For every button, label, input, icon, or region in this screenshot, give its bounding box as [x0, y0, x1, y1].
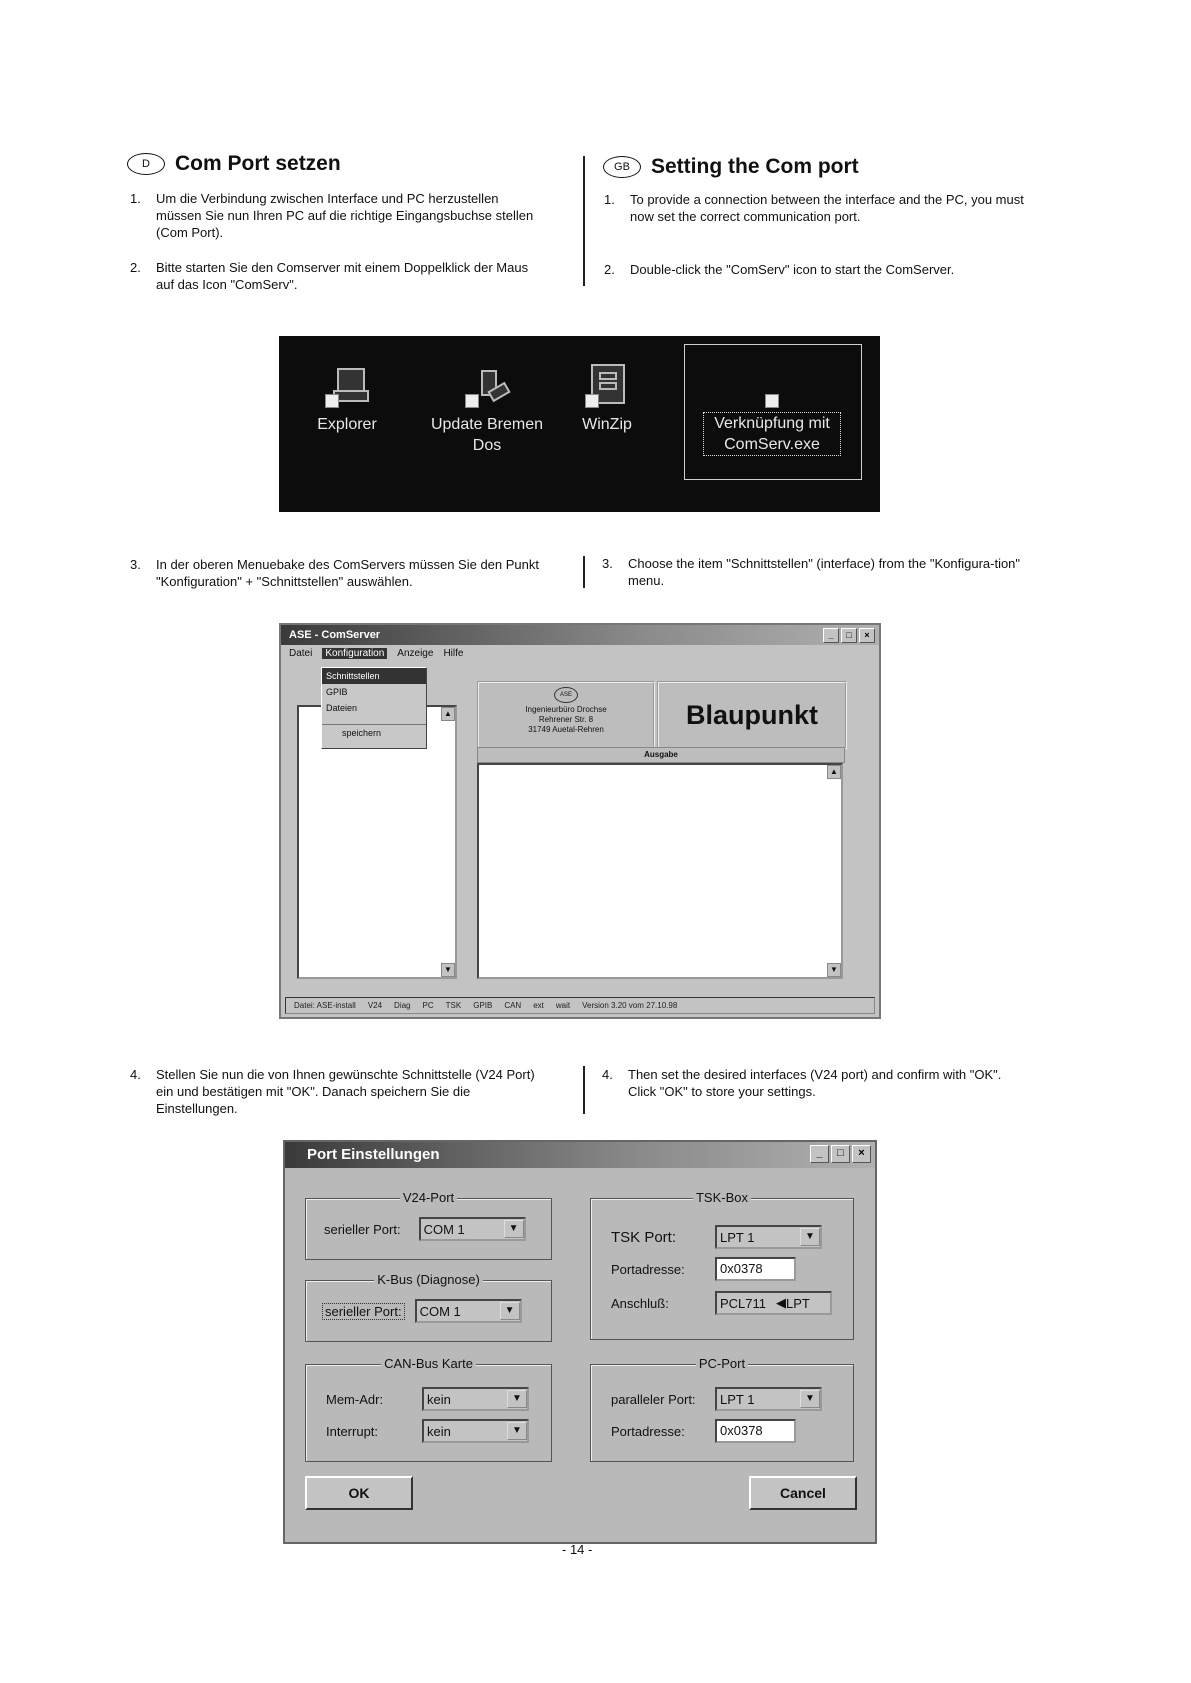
dialog-title: Port Einstellungen: [307, 1146, 440, 1163]
output-header: Ausgabe: [477, 747, 845, 763]
gb-step-3: [602, 555, 1022, 589]
connection-label: Anschluß:: [611, 1295, 669, 1311]
scroll-down-button[interactable]: ▼: [441, 963, 455, 977]
menu-item-schnittstellen[interactable]: Schnittstellen: [322, 668, 426, 684]
explorer-icon: [325, 364, 369, 408]
step-number: 2.: [130, 260, 141, 275]
window-title: ASE - ComServer: [289, 629, 381, 641]
tsk-box-group: [590, 1190, 854, 1340]
de-step-4: [130, 1066, 550, 1117]
desktop-icon-update[interactable]: [417, 364, 557, 456]
gb-step-1: [604, 191, 1024, 225]
winzip-icon: [585, 364, 629, 408]
chevron-down-icon[interactable]: ▼: [500, 1302, 520, 1320]
cancel-button[interactable]: Cancel: [749, 1476, 857, 1510]
company-info-box: [477, 681, 655, 749]
column-divider: [583, 156, 585, 286]
chevron-down-icon[interactable]: ▼: [507, 1422, 527, 1440]
scroll-down-button[interactable]: ▼: [827, 963, 841, 977]
dialog-titlebar: [285, 1142, 875, 1168]
tsk-address-label: Portadresse:: [611, 1261, 685, 1277]
step-text: Then set the desired interfaces (V24 port) and confirm with "OK". Click "OK" to store your settings.: [628, 1067, 1002, 1099]
de-step-2: [130, 259, 540, 293]
status-file: Datei: ASE-install: [294, 1001, 356, 1010]
chevron-down-icon[interactable]: ▼: [507, 1390, 527, 1408]
step-number: 4.: [602, 1067, 613, 1082]
pc-address-label: Portadresse:: [611, 1423, 685, 1439]
icon-label: Explorer: [317, 416, 377, 433]
tsk-port-label: TSK Port:: [611, 1228, 677, 1246]
mem-adr-label: Mem-Adr:: [326, 1391, 384, 1407]
kbus-group: [305, 1272, 552, 1342]
v24-port-label: serieller Port:: [324, 1221, 401, 1237]
language-badge-gb: GB: [603, 156, 641, 178]
connection-alt: LPT: [786, 1295, 810, 1311]
scroll-up-button[interactable]: ▲: [441, 707, 455, 721]
output-pane[interactable]: [477, 763, 843, 979]
pc-address-input[interactable]: 0x0378: [715, 1419, 796, 1443]
select-value: COM 1: [423, 1221, 465, 1237]
menubar: [281, 645, 879, 661]
step-text: Stellen Sie nun die von Ihnen gewünschte Schnittstelle (V24 Port) ein und bestätigen mit "OK". Danach speichern Sie die Einstellungen.: [156, 1067, 535, 1116]
select-value: LPT 1: [720, 1391, 755, 1407]
pc-port-select[interactable]: [715, 1387, 822, 1411]
desktop-screenshot: [279, 336, 880, 512]
v24-port-select[interactable]: [419, 1217, 526, 1241]
connection-value: PCL711: [720, 1295, 767, 1311]
language-badge-de: D: [127, 153, 165, 175]
comserv-shortcut-icon: [765, 394, 779, 408]
status-tsk: TSK: [445, 1001, 462, 1010]
chevron-down-icon[interactable]: ▼: [800, 1228, 820, 1246]
connection-toggle[interactable]: [715, 1291, 832, 1315]
ase-logo-icon: ASE: [554, 687, 578, 703]
chevron-down-icon[interactable]: ▼: [800, 1390, 820, 1408]
status-diag: Diag: [394, 1001, 411, 1010]
company-line: Rehrener Str. 8: [538, 715, 594, 724]
step-text: To provide a connection between the interface and the PC, you must now set the correct communication port.: [630, 192, 1024, 224]
maximize-button[interactable]: □: [831, 1145, 850, 1163]
group-title: TSK-Box: [693, 1190, 751, 1205]
group-title: K-Bus (Diagnose): [374, 1272, 483, 1287]
group-title: CAN-Bus Karte: [381, 1356, 476, 1371]
logo-text: Blaupunkt: [686, 700, 818, 730]
status-ext: ext: [533, 1001, 544, 1010]
menu-item-dateien[interactable]: Dateien: [326, 703, 358, 713]
status-wait: wait: [555, 1001, 571, 1010]
step-text: Double-click the "ComServ" icon to start the ComServer.: [630, 262, 955, 277]
icon-label: WinZip: [582, 416, 632, 433]
pc-port-label: paralleler Port:: [611, 1391, 696, 1407]
menu-konfiguration[interactable]: Konfiguration: [322, 648, 387, 659]
german-title: Com Port setzen: [175, 152, 341, 175]
maximize-button[interactable]: □: [841, 628, 857, 643]
v24-port-group: [305, 1190, 552, 1260]
icon-label: Update Bremen Dos: [430, 416, 544, 454]
status-can: CAN: [504, 1001, 522, 1010]
mem-adr-select[interactable]: [422, 1387, 529, 1411]
gb-step-2: [604, 261, 1024, 278]
select-value: kein: [427, 1423, 451, 1439]
group-title: PC-Port: [696, 1356, 748, 1371]
status-gpib: GPIB: [473, 1001, 493, 1010]
step-text: Bitte starten Sie den Comserver mit einem Doppelklick der Maus auf das Icon "ComServ".: [156, 260, 529, 292]
desktop-icon-winzip[interactable]: [557, 364, 657, 435]
select-value: COM 1: [419, 1303, 461, 1319]
step-number: 3.: [602, 556, 613, 571]
desktop-icon-comserv[interactable]: [702, 394, 842, 456]
step-number: 2.: [604, 262, 615, 277]
close-button[interactable]: ×: [859, 628, 875, 643]
desktop-icon-explorer[interactable]: [277, 364, 417, 435]
interrupt-label: Interrupt:: [326, 1423, 379, 1439]
step-number: 1.: [604, 192, 615, 207]
status-v24: V24: [367, 1001, 383, 1010]
scroll-up-button[interactable]: ▲: [827, 765, 841, 779]
step-text: In der oberen Menuebake des ComServers müssen Sie den Punkt "Konfiguration" + "Schnittstellen" auswählen.: [156, 557, 539, 589]
step-number: 3.: [130, 557, 141, 572]
page-number: - 14 -: [562, 1542, 593, 1557]
minimize-button[interactable]: _: [823, 628, 839, 643]
menu-anzeige[interactable]: Anzeige: [397, 647, 434, 659]
step-number: 1.: [130, 191, 141, 206]
status-bar: [285, 997, 875, 1014]
english-heading: [603, 155, 859, 179]
can-bus-group: [305, 1356, 552, 1462]
minimize-button[interactable]: _: [810, 1145, 829, 1163]
update-icon: [465, 364, 509, 408]
status-version: Version 3.20 vom 27.10.98: [582, 1001, 678, 1010]
german-heading: [127, 152, 341, 176]
arrow-left-icon: ◀: [776, 1295, 787, 1310]
menu-item-speichern[interactable]: speichern: [322, 724, 426, 741]
gb-step-4: [602, 1066, 1022, 1100]
comserver-titlebar: [281, 625, 879, 645]
column-divider: [583, 1066, 585, 1114]
select-value: LPT 1: [720, 1229, 755, 1245]
ok-button[interactable]: OK: [305, 1476, 413, 1510]
step-number: 4.: [130, 1067, 141, 1082]
company-line: 31749 Auetal-Rehren: [528, 725, 604, 734]
kbus-port-label: serieller Port:: [322, 1303, 405, 1320]
comserver-window: [279, 623, 881, 1019]
kbus-port-select[interactable]: [415, 1299, 522, 1323]
tsk-port-select[interactable]: [715, 1225, 822, 1249]
company-line: Ingenieurbüro Drochse: [525, 705, 607, 714]
step-text: Um die Verbindung zwischen Interface und PC herzustellen müssen Sie nun Ihren PC auf die richtige Eingangsbuchse stellen (Com Port).: [156, 191, 534, 240]
chevron-down-icon[interactable]: ▼: [504, 1220, 524, 1238]
step-text: Choose the item "Schnittstellen" (interface) from the "Konfigura-tion" menu.: [628, 556, 1021, 588]
tsk-address-input[interactable]: 0x0378: [715, 1257, 796, 1281]
blaupunkt-logo-box: [657, 681, 847, 749]
english-title: Setting the Com port: [651, 155, 859, 178]
group-title: V24-Port: [400, 1190, 457, 1205]
icon-label: Verknüpfung mit ComServ.exe: [703, 412, 841, 456]
interrupt-select[interactable]: [422, 1419, 529, 1443]
pc-port-group: [590, 1356, 854, 1462]
status-pc: PC: [422, 1001, 434, 1010]
select-value: kein: [427, 1391, 451, 1407]
de-step-3: [130, 556, 550, 590]
menu-datei[interactable]: Datei: [289, 647, 313, 659]
column-divider: [583, 556, 585, 588]
menu-item-gpib[interactable]: GPIB: [326, 687, 348, 697]
menu-hilfe[interactable]: Hilfe: [443, 647, 464, 659]
konfiguration-dropdown: [321, 667, 427, 749]
port-settings-dialog: [283, 1140, 877, 1544]
close-button[interactable]: ×: [852, 1145, 871, 1163]
de-step-1: [130, 190, 540, 241]
